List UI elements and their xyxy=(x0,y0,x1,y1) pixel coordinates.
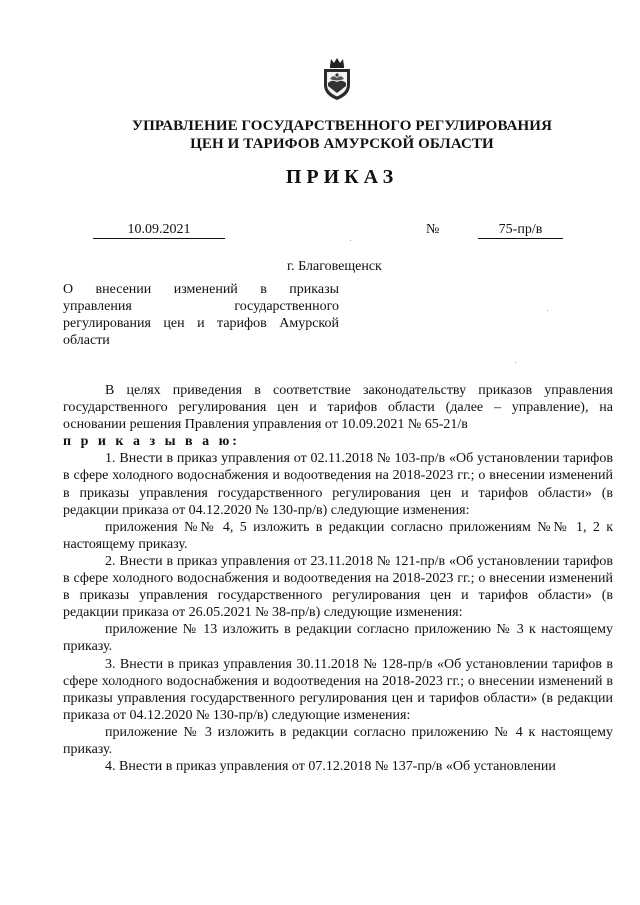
order-date: 10.09.2021 xyxy=(93,222,225,239)
document-title: ПРИКАЗ xyxy=(285,166,399,188)
order-subject xyxy=(63,281,339,349)
order-item-2: 2. Внести в приказ управления от 23.11.2018 № 121-пр/в «Об установлении тарифов в сфере холодного водоснабжения и водоотведения на 2018-2023 гг.; о внесении изменений в приказы управления государственного регулирования цен и тарифов области» (в редакции приказа от 26.05.2021 № 38-пр/в) следующие изменения: xyxy=(63,553,613,621)
decree-word: п р и к а з ы в а ю: xyxy=(63,434,240,450)
order-item-3-change: приложение № 3 изложить в редакции согласно приложению № 4 к настоящему приказу. xyxy=(63,724,613,757)
subject-line: О внесении изменений в приказы xyxy=(63,282,339,297)
city-name: г. Благовещенск xyxy=(287,259,382,274)
subject-line: области xyxy=(63,333,110,348)
order-number: 75-пр/в xyxy=(478,222,563,239)
organization-name-line1: УПРАВЛЕНИЕ ГОСУДАРСТВЕННОГО РЕГУЛИРОВАНИЯ xyxy=(131,118,553,134)
order-item-4: 4. Внести в приказ управления от 07.12.2018 № 137-пр/в «Об установлении xyxy=(105,759,556,775)
number-sign: № xyxy=(426,222,440,237)
scan-speck xyxy=(515,362,516,363)
order-item-2-change: приложение № 13 изложить в редакции согласно приложению № 3 к настоящему приказу. xyxy=(63,622,613,655)
order-item-1-change: приложения №№ 4, 5 изложить в редакции согласно приложениям №№ 1, 2 к настоящему приказу. xyxy=(63,519,613,552)
scan-speck xyxy=(547,310,548,311)
subject-line: управления государственного xyxy=(63,299,339,314)
subject-line: регулирования цен и тарифов Амурской xyxy=(63,316,339,331)
order-body xyxy=(63,382,613,775)
scan-speck xyxy=(350,240,351,241)
preamble-paragraph: В целях приведения в соответствие законодательству приказов управления государственного регулирования цен и тарифов области (далее – управление), на основании решения Правления управления от 10.09.2021 № 65-21/в xyxy=(63,383,613,433)
organization-name-line2: ЦЕН И ТАРИФОВ АМУРСКОЙ ОБЛАСТИ xyxy=(190,136,494,152)
order-item-3: 3. Внести в приказ управления 30.11.2018 № 128-пр/в «Об установлении тарифов в сфере холодного водоснабжения и водоотведения на 2018-2023 гг.; о внесении изменений в приказы управления государственного регулирования цен и тарифов области» (в редакции приказа от 04.12.2020 № 130-пр/в) следующие изменения: xyxy=(63,656,613,723)
coat-of-arms-emblem-icon xyxy=(321,57,353,101)
order-item-1: 1. Внести в приказ управления от 02.11.2018 № 103-пр/в «Об установлении тарифов в сфере холодного водоснабжения и водоотведения на 2018-2023 гг.; о внесении изменений в приказы управления государственного регулирования цен и тарифов области» (в редакции приказа от 04.12.2020 № 130-пр/в) следующие изменения: xyxy=(63,451,613,518)
